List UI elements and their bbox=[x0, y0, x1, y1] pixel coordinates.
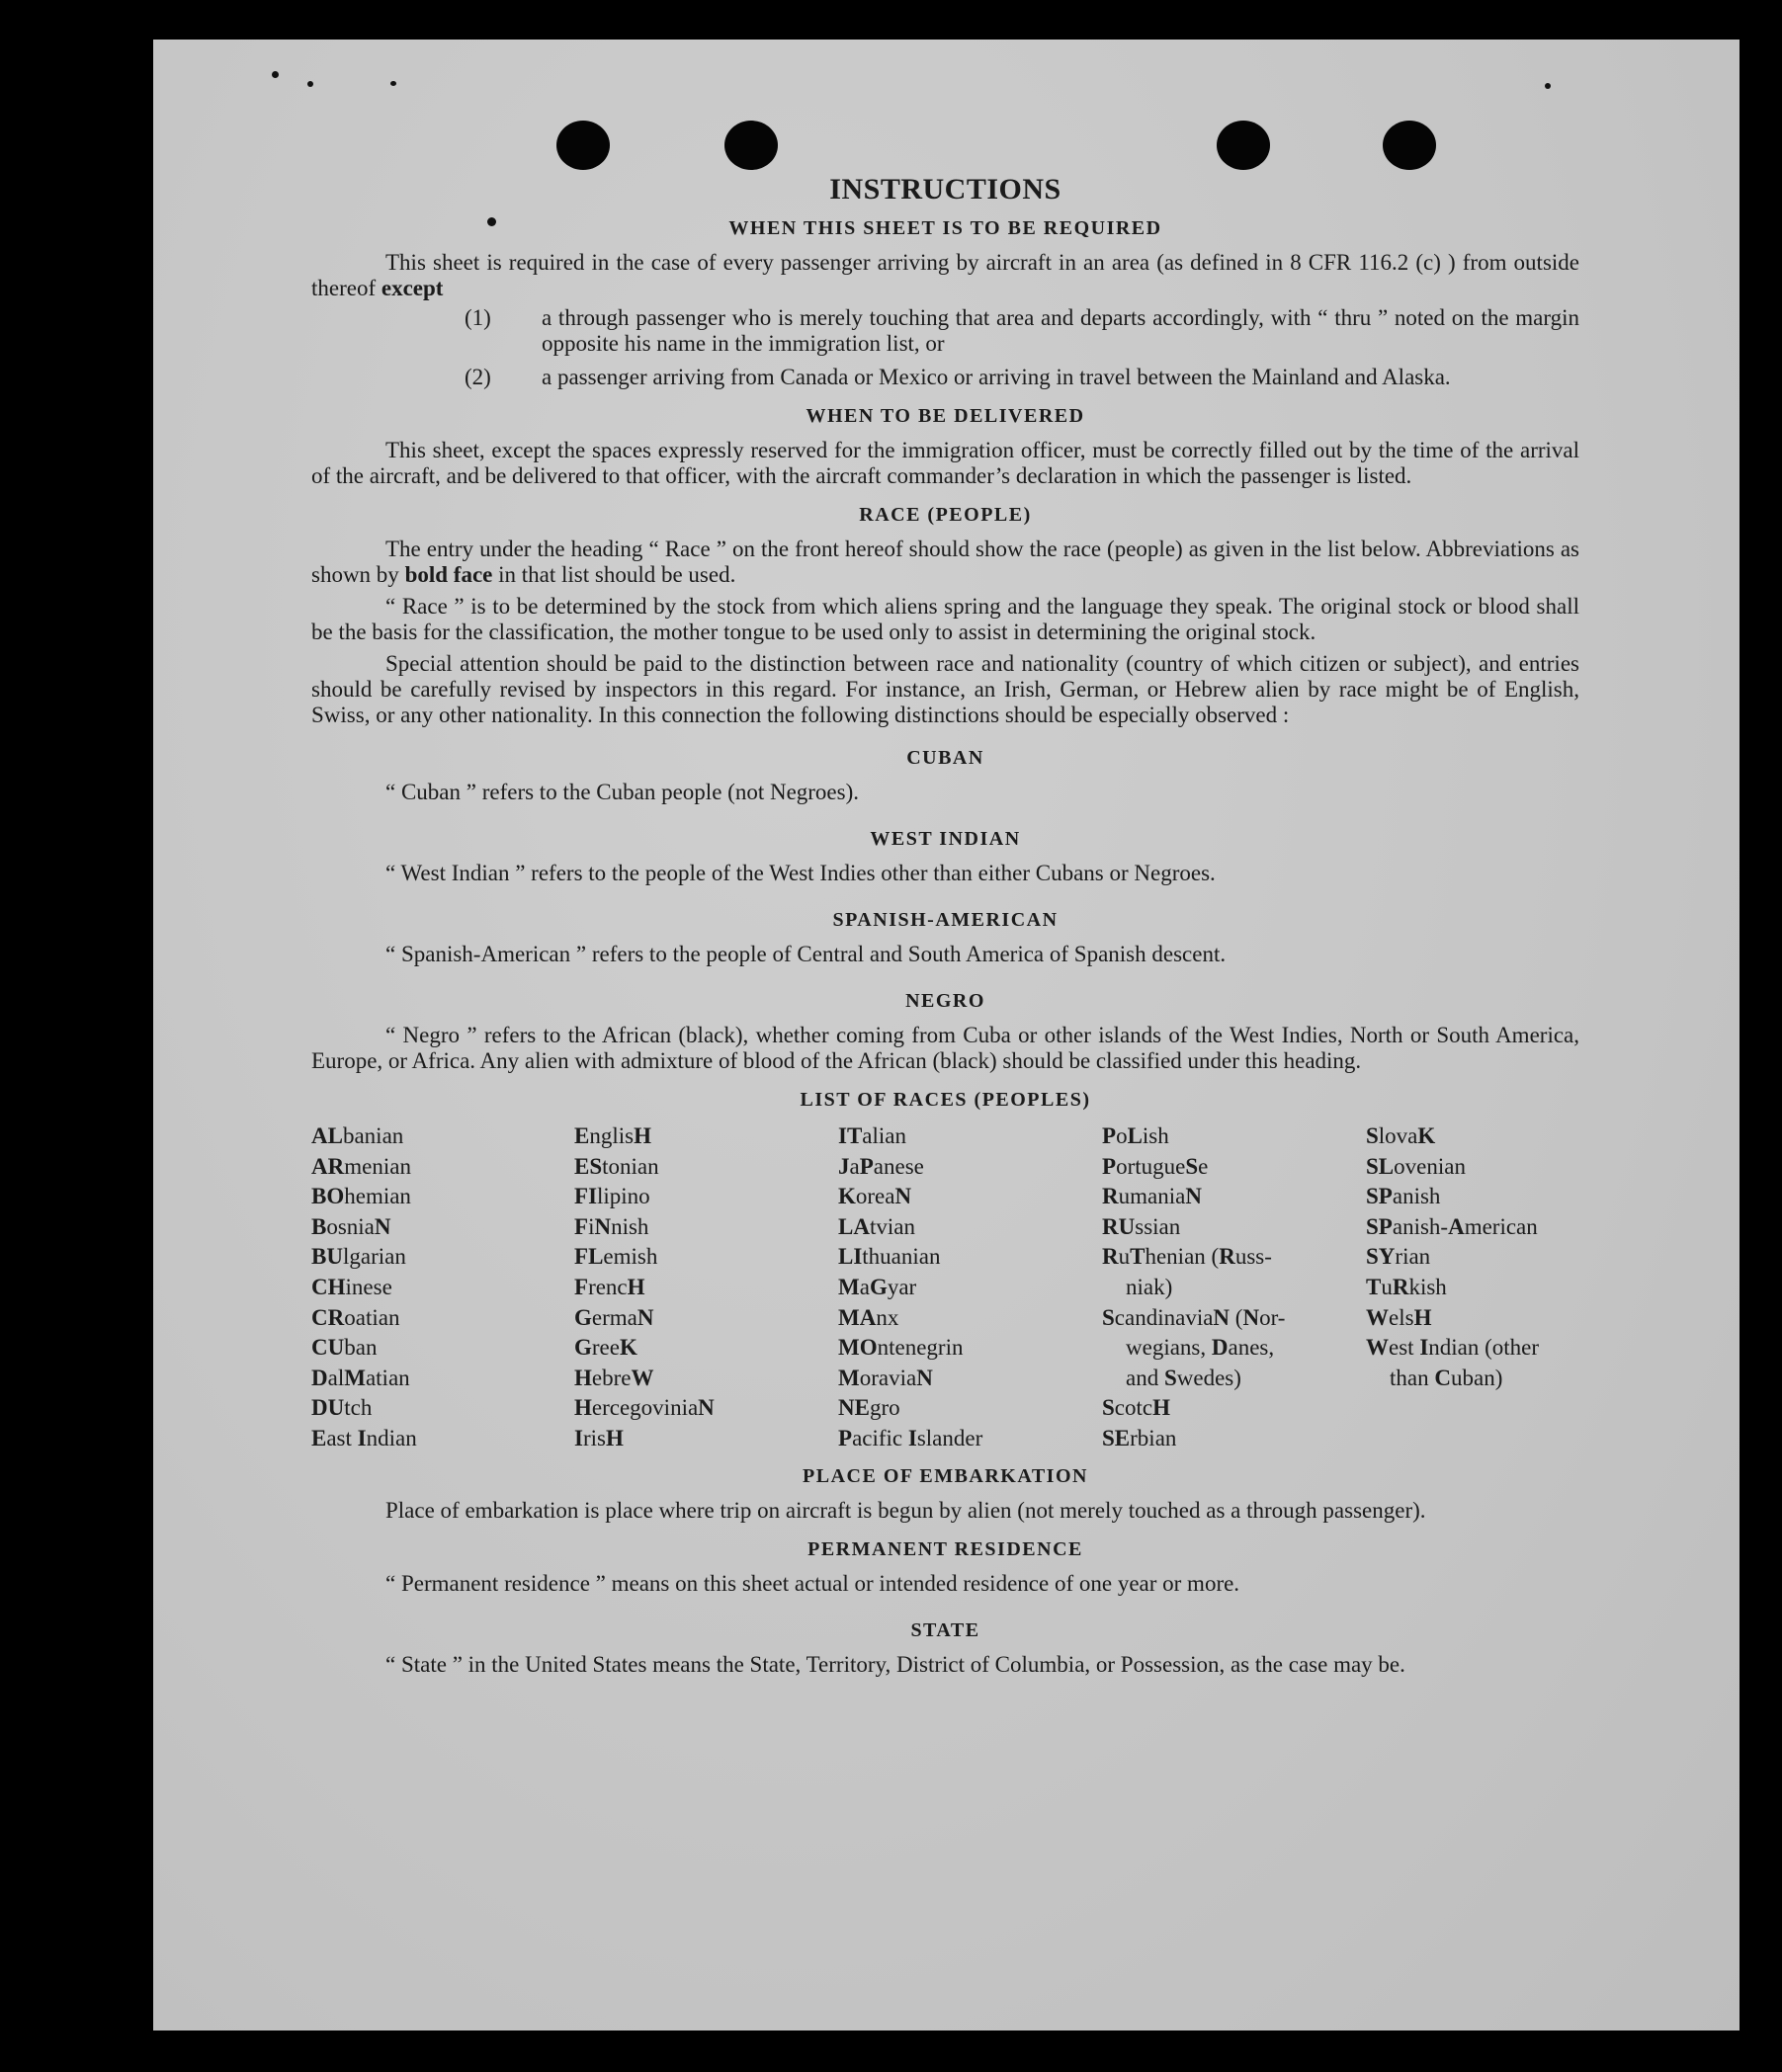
race-entry: and Swedes) bbox=[1126, 1365, 1241, 1390]
race-paragraph-2: “ Race ” is to be determined by the stock from which aliens spring and the language they speak. The original stock or blood shall be the basis for the classification, the mother tongue to be used only to assist in determining the original stock. bbox=[311, 594, 1579, 644]
races-column-1 bbox=[311, 1121, 574, 1454]
page-title: INSTRUCTIONS bbox=[829, 173, 1061, 206]
race-entry: wegians, Danes, bbox=[1126, 1335, 1275, 1361]
section-heading-cuban: CUBAN bbox=[906, 747, 984, 769]
punch-hole bbox=[1383, 121, 1436, 170]
race-entry: BosniaN bbox=[311, 1213, 391, 1239]
ink-speck bbox=[1545, 83, 1551, 89]
race-entry: GreeK bbox=[574, 1335, 637, 1361]
race-entry: SPanish-American bbox=[1366, 1213, 1538, 1239]
race-entry: CRoatian bbox=[311, 1304, 400, 1330]
section-heading-residence: PERMANENT RESIDENCE bbox=[807, 1537, 1083, 1560]
race-paragraph-3: Special attention should be paid to the distinction between race and nationality (country of which citizen or subject), and entries should be carefully revised by inspectors in this regard. For instance, an Irish, German, or Hebrew alien by race might be of English, Swiss, or any other nationality. In this connection the following distinctions should be especially observed : bbox=[311, 651, 1579, 727]
race-entry: EStonian bbox=[574, 1153, 659, 1179]
section-heading-required: WHEN THIS SHEET IS TO BE REQUIRED bbox=[728, 217, 1162, 239]
races-list bbox=[311, 1121, 1579, 1454]
race-entry: MaGyar bbox=[838, 1274, 917, 1299]
races-column-3 bbox=[838, 1121, 1102, 1454]
race-entry: GermaN bbox=[574, 1304, 654, 1330]
race-entry: IrisH bbox=[574, 1425, 624, 1450]
race-entry: CHinese bbox=[311, 1274, 392, 1299]
race-entry: LIthuanian bbox=[838, 1244, 941, 1270]
embarkation-text: Place of embarkation is place where trip on aircraft is begun by alien (not merely touched as a through passenger). bbox=[385, 1497, 1426, 1523]
race-entry: DalMatian bbox=[311, 1365, 410, 1390]
race-entry: PortugueSe bbox=[1102, 1153, 1209, 1179]
race-entry: ScotcH bbox=[1102, 1395, 1170, 1421]
punch-hole bbox=[724, 121, 778, 170]
race-entry: MOntenegrin bbox=[838, 1335, 964, 1361]
race-entry: LAtvian bbox=[838, 1213, 915, 1239]
section-heading-races-list: LIST OF RACES (PEOPLES) bbox=[800, 1089, 1091, 1111]
ink-speck bbox=[307, 81, 313, 87]
race-paragraph-1: The entry under the heading “ Race ” on the front hereof should show the race (people) as given in the list below. Abbreviations as shown by bold face in that list should be used. bbox=[311, 537, 1579, 587]
section-heading-west-indian: WEST INDIAN bbox=[870, 828, 1021, 850]
negro-text: “ Negro ” refers to the African (black), whether coming from Cuba or other islands of the West Indies, North or South America, Europe, or Africa. Any alien with admixture of blood of the African (black) should be classified under this heading. bbox=[311, 1023, 1579, 1073]
race-entry: East Indian bbox=[311, 1425, 417, 1450]
instructions-body bbox=[311, 173, 1579, 1678]
document-page bbox=[153, 40, 1740, 2031]
race-entry: ScandinaviaN (Nor- bbox=[1102, 1304, 1286, 1330]
races-column-5 bbox=[1366, 1121, 1579, 1454]
race-entry: than Cuban) bbox=[1390, 1365, 1503, 1390]
races-column-4 bbox=[1102, 1121, 1366, 1454]
race-entry: ITalian bbox=[838, 1123, 906, 1148]
section-heading-race: RACE (PEOPLE) bbox=[859, 504, 1032, 526]
race-entry: JaPanese bbox=[838, 1153, 924, 1179]
race-entry: ARmenian bbox=[311, 1153, 411, 1179]
race-entry: RumaniaN bbox=[1102, 1184, 1202, 1209]
race-entry: FrencH bbox=[574, 1274, 645, 1299]
punch-hole bbox=[1217, 121, 1270, 170]
punch-hole bbox=[556, 121, 610, 170]
race-entry: HercegoviniaN bbox=[574, 1395, 715, 1421]
section-heading-state: STATE bbox=[910, 1618, 980, 1641]
race-entry: SLovenian bbox=[1366, 1153, 1466, 1179]
required-intro: This sheet is required in the case of every passenger arriving by aircraft in an area (as defined in 8 CFR 116.2 (c) ) from outside thereof except bbox=[311, 250, 1579, 300]
race-entry: SlovaK bbox=[1366, 1123, 1436, 1148]
ink-speck bbox=[390, 81, 396, 86]
section-heading-embarkation: PLACE OF EMBARKATION bbox=[803, 1464, 1088, 1487]
race-entry: MAnx bbox=[838, 1304, 899, 1330]
race-entry: MoraviaN bbox=[838, 1365, 933, 1390]
race-entry: KoreaN bbox=[838, 1184, 912, 1209]
race-entry: DUtch bbox=[311, 1395, 373, 1421]
races-column-2 bbox=[574, 1121, 838, 1454]
race-entry: SErbian bbox=[1102, 1425, 1177, 1450]
spanish-american-text: “ Spanish-American ” refers to the people of Central and South America of Spanish descent. bbox=[385, 942, 1227, 966]
race-entry: niak) bbox=[1126, 1274, 1173, 1299]
required-except: except bbox=[381, 276, 444, 300]
state-text: “ State ” in the United States means the State, Territory, District of Columbia, or Possession, as the case may be. bbox=[385, 1651, 1405, 1677]
race-entry: BOhemian bbox=[311, 1184, 411, 1209]
race-entry: TuRkish bbox=[1366, 1274, 1447, 1299]
race-entry: CUban bbox=[311, 1335, 378, 1361]
section-heading-spanish-american: SPANISH-AMERICAN bbox=[832, 909, 1059, 931]
race-entry: FIlipino bbox=[574, 1184, 650, 1209]
race-entry: BUlgarian bbox=[311, 1244, 406, 1270]
race-entry: SPanish bbox=[1366, 1184, 1441, 1209]
race-entry: RuThenian (Russ- bbox=[1102, 1244, 1272, 1270]
required-item: (2) a passenger arriving from Canada or Mexico or arriving in travel between the Mainland and Alaska. bbox=[465, 365, 1451, 389]
race-entry: EnglisH bbox=[574, 1123, 651, 1148]
race-entry: RUssian bbox=[1102, 1213, 1181, 1239]
west-indian-text: “ West Indian ” refers to the people of the West Indies other than either Cubans or Negroes. bbox=[385, 861, 1216, 885]
race-entry: NEgro bbox=[838, 1395, 900, 1421]
race-entry: PoLish bbox=[1102, 1123, 1169, 1148]
residence-text: “ Permanent residence ” means on this sheet actual or intended residence of one year or more. bbox=[385, 1570, 1240, 1596]
ink-speck bbox=[272, 71, 279, 78]
section-heading-negro: NEGRO bbox=[905, 990, 985, 1012]
race-entry: Pacific Islander bbox=[838, 1425, 983, 1450]
delivered-text: This sheet, except the spaces expressly reserved for the immigration officer, must be correctly filled out by the time of the arrival of the aircraft, and be delivered to that officer, with the aircraft commander’s declaration in which the passenger is listed. bbox=[311, 438, 1579, 488]
race-entry: SYrian bbox=[1366, 1244, 1431, 1270]
race-entry: West Indian (other bbox=[1366, 1335, 1540, 1361]
section-heading-delivered: WHEN TO BE DELIVERED bbox=[806, 405, 1085, 427]
race-entry: HebreW bbox=[574, 1365, 654, 1390]
required-item: (1) a through passenger who is merely touching that area and departs accordingly, with “ thru ” noted on the margin opposite his name in the immigration list, or bbox=[465, 305, 1579, 356]
cuban-text: “ Cuban ” refers to the Cuban people (not Negroes). bbox=[385, 780, 860, 804]
race-entry: FiNnish bbox=[574, 1213, 649, 1239]
race-entry: WelsH bbox=[1366, 1304, 1432, 1330]
race-entry: FLemish bbox=[574, 1244, 658, 1270]
race-entry: ALbanian bbox=[311, 1123, 404, 1148]
